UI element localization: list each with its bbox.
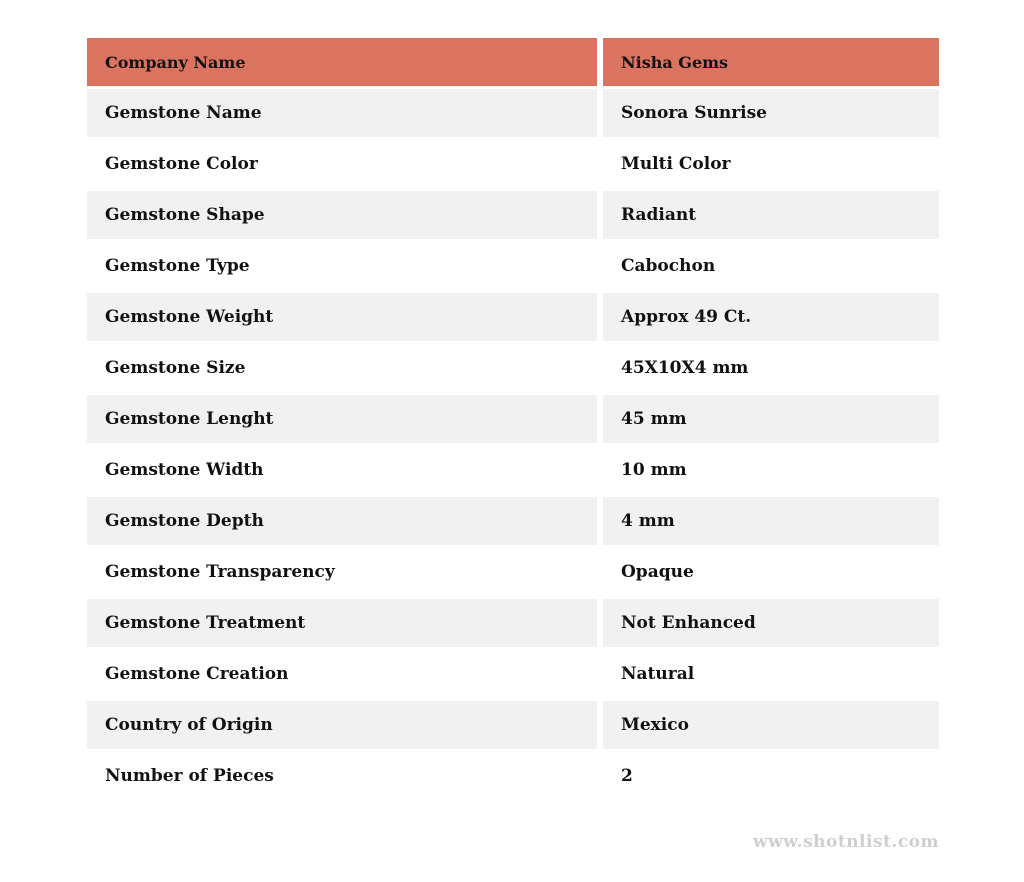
spec-row-label-cell: [87, 89, 597, 137]
spec-row-label-cell: [87, 344, 597, 392]
spec-row-label-cell: [87, 293, 597, 341]
spec-row-value-cell: [603, 395, 939, 443]
spec-label: Gemstone Transparency: [105, 562, 335, 582]
spec-row-label-cell: [87, 242, 597, 290]
spec-value: Natural: [621, 664, 695, 684]
spec-value: Approx 49 Ct.: [621, 307, 752, 327]
spec-label: Number of Pieces: [105, 766, 274, 786]
spec-label: Gemstone Shape: [105, 205, 265, 225]
company-name-value: Nisha Gems: [621, 52, 729, 72]
spec-value: Sonora Sunrise: [621, 103, 768, 123]
spec-value: 2: [621, 766, 633, 786]
spec-row-value-cell: [603, 548, 939, 596]
spec-value: Not Enhanced: [621, 613, 756, 633]
spec-row-value-cell: [603, 242, 939, 290]
spec-row-value-cell: [603, 497, 939, 545]
spec-value: Radiant: [621, 205, 697, 225]
spec-label: Gemstone Treatment: [105, 613, 306, 633]
spec-value: 10 mm: [621, 460, 687, 480]
company-name-label: Company Name: [105, 52, 246, 72]
spec-value: Cabochon: [621, 256, 716, 276]
spec-row-label-cell: [87, 497, 597, 545]
header-cell-company-value: [603, 38, 939, 86]
spec-value: Multi Color: [621, 154, 731, 174]
spec-value: Opaque: [621, 562, 694, 582]
spec-label: Gemstone Type: [105, 256, 250, 276]
spec-row-value-cell: [603, 599, 939, 647]
spec-row-label-cell: [87, 191, 597, 239]
spec-row-value-cell: [603, 293, 939, 341]
spec-row-label-cell: [87, 140, 597, 188]
spec-row-label-cell: [87, 701, 597, 749]
spec-row-value-cell: [603, 446, 939, 494]
spec-label: Gemstone Size: [105, 358, 246, 378]
spec-row-value-cell: [603, 344, 939, 392]
spec-row-label-cell: [87, 599, 597, 647]
spec-value: 45 mm: [621, 409, 687, 429]
spec-row-value-cell: [603, 89, 939, 137]
gemstone-spec-table: [87, 38, 939, 800]
spec-label: Gemstone Creation: [105, 664, 289, 684]
spec-row-label-cell: [87, 752, 597, 800]
spec-value: 45X10X4 mm: [621, 358, 749, 378]
spec-row-label-cell: [87, 650, 597, 698]
spec-label: Gemstone Color: [105, 154, 258, 174]
spec-value: 4 mm: [621, 511, 675, 531]
spec-label: Gemstone Lenght: [105, 409, 274, 429]
spec-label: Country of Origin: [105, 715, 273, 735]
watermark: www.shotnlist.com: [752, 832, 939, 852]
spec-row-label-cell: [87, 395, 597, 443]
spec-row-label-cell: [87, 446, 597, 494]
spec-row-label-cell: [87, 548, 597, 596]
spec-row-value-cell: [603, 191, 939, 239]
spec-row-value-cell: [603, 752, 939, 800]
header-cell-company-name: [87, 38, 597, 86]
spec-label: Gemstone Depth: [105, 511, 264, 531]
spec-row-value-cell: [603, 701, 939, 749]
spec-label: Gemstone Name: [105, 103, 262, 123]
spec-row-value-cell: [603, 140, 939, 188]
spec-row-value-cell: [603, 650, 939, 698]
spec-label: Gemstone Weight: [105, 307, 274, 327]
spec-value: Mexico: [621, 715, 689, 735]
spec-label: Gemstone Width: [105, 460, 264, 480]
